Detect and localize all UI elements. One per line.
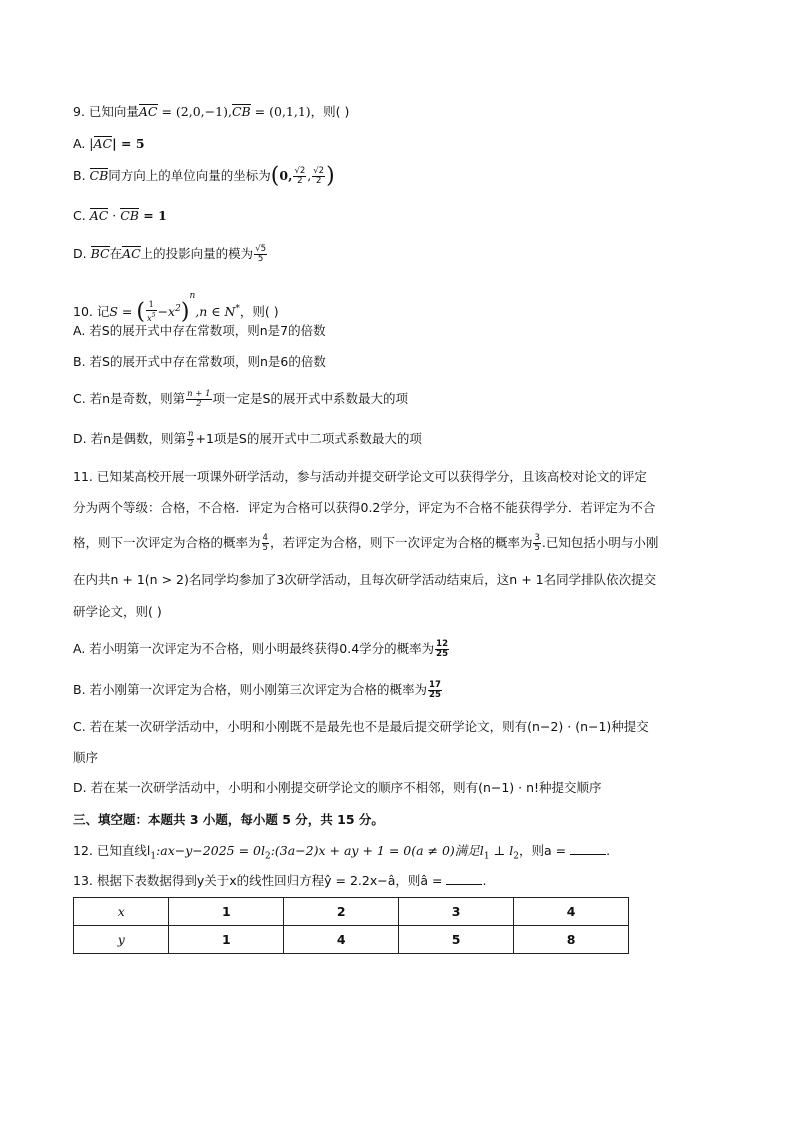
q10-option-c-prefix: C. 若n是奇数，则第 xyxy=(73,391,186,406)
q11-line3 xyxy=(73,533,658,553)
frac-num: 17 xyxy=(429,680,441,690)
q10-option-d-prefix: D. 若n是偶数，则第 xyxy=(73,431,186,446)
frac-den: 25 xyxy=(436,649,449,659)
q10-s-symbol: S xyxy=(109,304,118,319)
q9-option-a-suffix: | = 5 xyxy=(112,136,145,151)
right-paren: ) xyxy=(326,163,335,189)
left-paren: ( xyxy=(136,299,145,325)
q11-option-a xyxy=(73,639,450,659)
q9-option-b-coord: 0, xyxy=(279,168,293,183)
q9-vector-cb: CB xyxy=(231,104,251,119)
table-cell: 8 xyxy=(514,926,629,954)
q12-sub3: 1 xyxy=(483,851,490,862)
q10-option-b: B. 若S的展开式中存在常数项，则n是6的倍数 xyxy=(73,354,326,369)
frac-den-base: x xyxy=(146,313,152,324)
q11-option-c-line2: 顺序 xyxy=(73,750,99,765)
q12-sub1: 1 xyxy=(150,851,157,862)
q9-option-c-vector1: AC xyxy=(89,208,109,223)
q10-option-d xyxy=(73,429,422,449)
q9-stem-prefix: 9. 已知向量 xyxy=(73,104,139,119)
q11-line2: 分为两个等级：合格，不合格．评定为合格可以获得0.2学分，评定为不合格不能获得学分．若评定为不合 xyxy=(73,500,656,515)
table-cell: 4 xyxy=(284,926,399,954)
data-table xyxy=(73,897,629,954)
table-row-y xyxy=(74,926,629,954)
q11-option-b xyxy=(73,680,443,700)
frac-den: 5 xyxy=(257,254,264,264)
q10-n-condition: ,n ∈ N xyxy=(195,304,236,319)
q9-stem-suffix: ，则( ) xyxy=(310,104,350,119)
q11-line3-a: 格，则下一次评定为合格的概率为 xyxy=(73,535,261,550)
q9-option-b-text: 同方向上的单位向量的坐标为 xyxy=(108,168,271,183)
q9-option-b xyxy=(73,163,335,189)
q11-option-b-prefix: B. 若小刚第一次评定为合格，则小刚第三次评定为合格的概率为 xyxy=(73,682,428,697)
q9-stem xyxy=(73,102,349,122)
q9-vector-ac: AC xyxy=(138,104,158,119)
q9-option-a-prefix: A. | xyxy=(73,136,94,151)
q11-frac-4-5 xyxy=(262,534,269,553)
q9-option-d-frac xyxy=(254,245,267,264)
q9-option-d-prefix: D. xyxy=(73,246,91,261)
frac-num: 4 xyxy=(262,533,268,543)
q11-option-b-frac xyxy=(428,681,442,700)
frac-den: 2 xyxy=(297,176,303,186)
q11-line3-c: .已知包括小明与小刚 xyxy=(541,535,659,550)
q9-option-d-vector2: AC xyxy=(122,246,141,261)
q9-option-d-mid: 在 xyxy=(109,246,123,261)
q11-line5: 研学论文，则( ) xyxy=(73,604,162,619)
q9-option-d xyxy=(73,244,268,264)
q9-option-c-dot: · xyxy=(108,208,121,223)
q10-option-a: A. 若S的展开式中存在常数项，则n是7的倍数 xyxy=(73,323,326,338)
q12-perp: ⊥ l xyxy=(489,843,514,858)
frac-den: 2 xyxy=(188,439,194,449)
q9-option-a xyxy=(73,134,145,154)
frac-num: 12 xyxy=(436,639,449,649)
left-paren: ( xyxy=(270,163,280,189)
frac-den: 25 xyxy=(429,690,441,700)
frac-num: n xyxy=(188,429,194,439)
right-paren: ) xyxy=(180,299,190,325)
frac-den: 5 xyxy=(534,543,540,553)
q12-stem xyxy=(73,841,610,867)
q11-frac-3-5 xyxy=(533,534,540,553)
q12-sub4: 2 xyxy=(513,851,519,862)
q9-cb-value: = (0,1,1) xyxy=(250,104,311,119)
q10-stem-suffix: ，则( ) xyxy=(239,304,279,319)
frac-num: √2 xyxy=(294,166,306,176)
q13-stem xyxy=(73,871,486,891)
frac-den: 5 xyxy=(262,543,268,553)
table-cell: 1 xyxy=(169,926,284,954)
frac-num: 3 xyxy=(534,533,540,543)
q11-line3-b: ，若评定为合格，则下一次评定为合格的概率为 xyxy=(269,535,533,550)
q12-prefix: 12. 已知直线l xyxy=(73,843,151,858)
table-row-x xyxy=(74,898,629,926)
q11-option-d: D. 若在某一次研学活动中，小明和小刚提交研学论文的顺序不相邻，则有(n−1) · n!种提交顺序 xyxy=(73,780,602,795)
table-cell-y-label: y xyxy=(74,926,169,954)
frac-den: 2 xyxy=(196,399,202,409)
q11-line4: 在内共n + 1(n > 2)名同学均参加了3次研学活动，且每次研学活动结束后，这n + 1名同学排队依次提交 xyxy=(73,572,657,587)
q9-option-d-text: 上的投影向量的模为 xyxy=(140,246,254,261)
q10-option-c-suffix: 项一定是S的展开式中系数最大的项 xyxy=(212,391,408,406)
q9-option-d-vector1: BC xyxy=(90,246,110,261)
frac-den-exp: 5 xyxy=(151,312,156,320)
q13-text: 13. 根据下表数据得到y关于x的线性回归方程ŷ = 2.2x−â，则â = xyxy=(73,873,447,888)
q9-option-c-suffix: = 1 xyxy=(138,208,167,223)
q10-equals: = xyxy=(117,304,137,319)
q12-answer-blank[interactable] xyxy=(570,842,606,855)
frac-num: √2 xyxy=(313,166,325,176)
table-cell: 3 xyxy=(399,898,514,926)
q12-suffix: ，则a = xyxy=(518,843,571,858)
q12-line2-eq: :(3a−2)x + ay + 1 = 0(a ≠ 0)满足l xyxy=(270,843,484,858)
q9-option-c xyxy=(73,206,167,226)
table-cell: 1 xyxy=(169,898,284,926)
q10-stem xyxy=(73,286,279,324)
q10-x-exponent: 2 xyxy=(175,303,181,314)
frac-num: √5 xyxy=(255,244,267,254)
q9-option-b-prefix: B. xyxy=(73,168,90,183)
q9-option-b-comma: , xyxy=(307,168,312,183)
q11-option-c-line1: C. 若在某一次研学活动中，小明和小刚既不是最先也不是最后提交研学论文，则有(n−2) · (n−1)种提交 xyxy=(73,719,649,734)
q13-end: . xyxy=(482,873,487,888)
q9-option-b-frac1 xyxy=(293,167,306,186)
q9-option-b-vector: CB xyxy=(89,168,109,183)
table-cell-x-label: x xyxy=(74,898,169,926)
frac-num: 1 xyxy=(146,301,157,311)
q10-n-exponent: n xyxy=(189,291,196,301)
q10-option-c xyxy=(73,389,408,409)
q10-star: * xyxy=(235,303,240,314)
table-cell: 5 xyxy=(399,926,514,954)
q10-stem-prefix: 10. 记 xyxy=(73,304,110,319)
q9-option-c-prefix: C. xyxy=(73,208,90,223)
q11-option-a-prefix: A. 若小明第一次评定为不合格，则小明最终获得0.4学分的概率为 xyxy=(73,641,435,656)
q12-line1-eq: :ax−y−2025 = 0l xyxy=(156,843,265,858)
q10-option-d-frac xyxy=(187,430,194,449)
table-cell: 4 xyxy=(514,898,629,926)
q11-line1: 11. 已知某高校开展一项课外研学活动，参与活动并提交研学论文可以获得学分，且该高校对论文的评定 xyxy=(73,469,647,484)
frac-den: 2 xyxy=(315,176,322,186)
q12-end: . xyxy=(606,843,611,858)
frac-num: n + 1 xyxy=(187,389,211,399)
table-cell: 2 xyxy=(284,898,399,926)
q9-option-b-frac2 xyxy=(312,167,325,186)
q10-minus-x: −x xyxy=(157,304,176,319)
q11-option-a-frac xyxy=(435,640,449,659)
q9-ac-value: = (2,0,−1), xyxy=(157,104,232,119)
q12-sub2: 2 xyxy=(264,851,271,862)
q10-option-d-suffix: +1项是S的展开式中二项式系数最大的项 xyxy=(195,431,422,446)
q10-option-c-frac xyxy=(186,390,211,409)
q9-option-a-vector: AC xyxy=(93,136,113,151)
section-heading: 三、填空题：本题共 3 小题，每小题 5 分，共 15 分。 xyxy=(73,812,384,827)
q13-answer-blank[interactable] xyxy=(446,872,482,885)
q9-option-c-vector2: CB xyxy=(120,208,139,223)
